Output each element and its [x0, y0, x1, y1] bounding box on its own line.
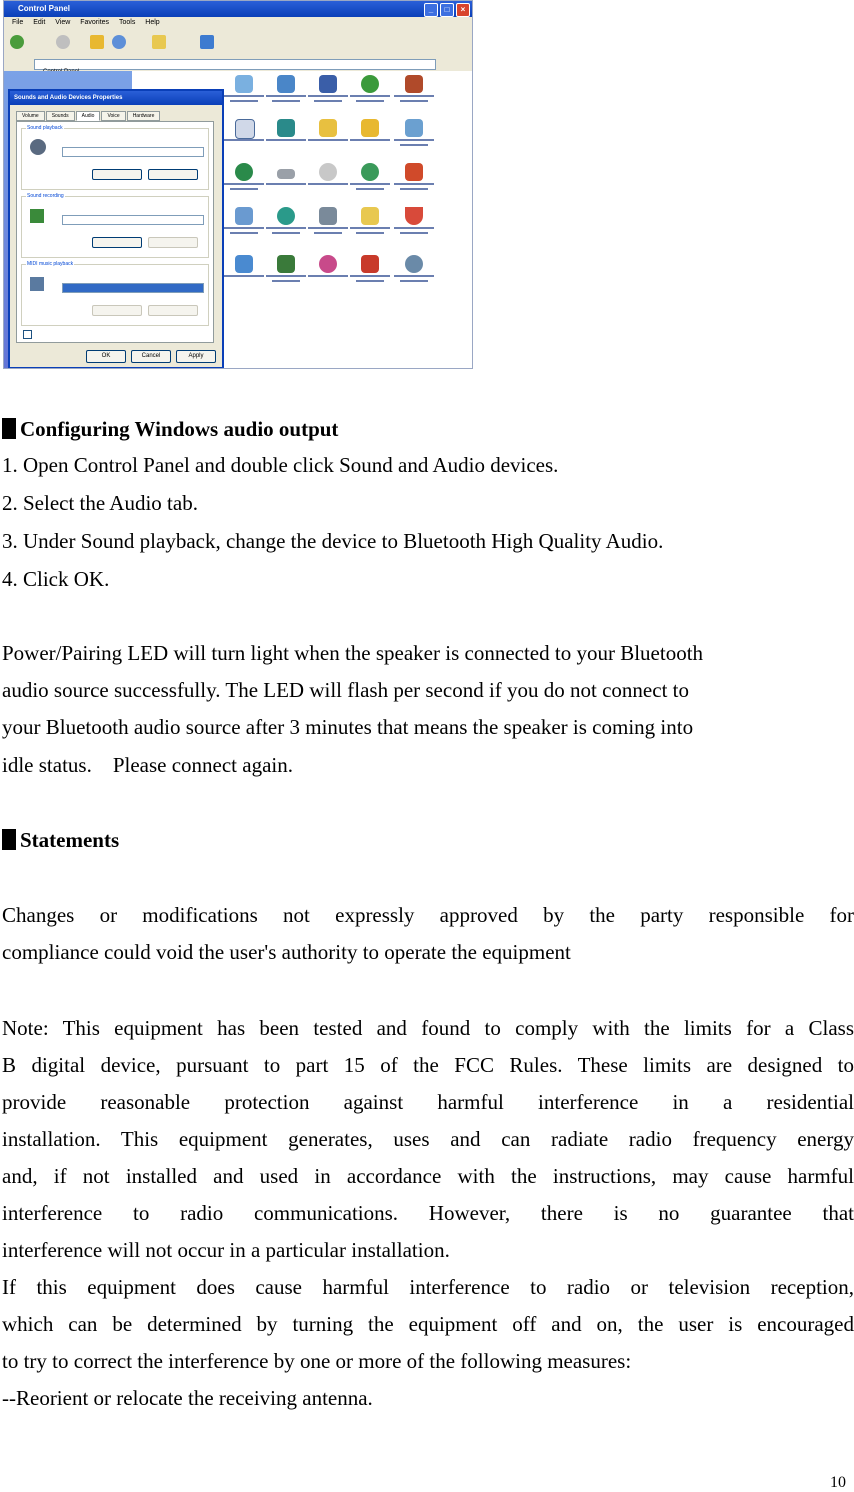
- control-panel-screenshot: [3, 0, 473, 369]
- midi-about-button: [148, 305, 198, 316]
- sounds-audio-dialog: [8, 89, 224, 369]
- midi-playback-label: MIDI music playback: [27, 261, 74, 267]
- control-panel-title: Control Panel: [18, 4, 71, 13]
- game-controllers-icon: [394, 119, 434, 159]
- note-line: interference to radio communications. However, there is no guarantee that: [2, 1201, 854, 1225]
- heading-text: Configuring Windows audio output: [20, 417, 339, 441]
- note-line: --Reorient or relocate the receiving antenna.: [2, 1386, 373, 1410]
- speaker-icon: [30, 139, 46, 155]
- scanners-cameras-icon: [308, 207, 348, 247]
- step-2: 2. Select the Audio tab.: [2, 491, 198, 515]
- led-line-1: Power/Pairing LED will turn light when the speaker is connected to your Bluetooth: [2, 641, 704, 665]
- maximize-icon: □: [440, 3, 454, 17]
- add-hardware-icon: [224, 75, 264, 115]
- tab-audio: Audio: [76, 111, 101, 121]
- speech-icon: [224, 255, 264, 295]
- heading-text: Statements: [20, 828, 120, 852]
- menu-file: File: [12, 19, 24, 26]
- regional-options-icon: [266, 207, 306, 247]
- menu-edit: Edit: [33, 19, 46, 26]
- tab-sounds: Sounds: [46, 111, 75, 121]
- add-remove-programs-icon: [308, 75, 348, 115]
- taskbar-start-menu-icon: [266, 255, 306, 295]
- sounds-audio-devices-icon: [394, 255, 434, 295]
- address-bar: [4, 57, 472, 71]
- windows-firewall-icon: [350, 255, 390, 295]
- keyboard-icon: [266, 163, 306, 203]
- heading-bullet-icon: [2, 418, 16, 439]
- section-heading-statements: [2, 827, 119, 854]
- dialog-title: Sounds and Audio Devices Properties: [10, 91, 222, 105]
- fcc-note-paragraph: [2, 1010, 854, 1417]
- bde-admin-icon: [394, 75, 434, 115]
- tab-voice: Voice: [101, 111, 125, 121]
- note-line: provide reasonable protection against harmful interference in a residential: [2, 1090, 854, 1114]
- audio-tab-panel: [16, 121, 214, 343]
- led-line-4: idle status. Please connect again.: [2, 753, 293, 777]
- close-icon: ×: [456, 3, 470, 17]
- minimize-icon: _: [424, 3, 438, 17]
- menu-tools: Tools: [119, 19, 136, 26]
- address-field: [34, 59, 436, 70]
- folder-options-icon: [308, 119, 348, 159]
- note-line: If this equipment does cause harmful interference to radio or television reception,: [2, 1275, 854, 1299]
- security-center-icon: [394, 207, 434, 247]
- apply-button: Apply: [176, 350, 216, 363]
- midi-device-select: [62, 283, 204, 293]
- step-1: 1. Open Control Panel and double click Sound and Audio devices.: [2, 453, 559, 477]
- note-line: Note: This equipment has been tested and found to comply with the limits for a Class: [2, 1016, 854, 1040]
- section-heading-audio-output: [2, 416, 338, 443]
- page-number: 10: [830, 1474, 846, 1491]
- control-panel-menu-bar: [4, 17, 472, 29]
- menu-favorites: Favorites: [80, 19, 110, 26]
- microphone-icon: [30, 209, 44, 223]
- playback-device-select: [62, 147, 204, 157]
- playback-advanced-button: [148, 169, 198, 180]
- mouse-icon: [308, 163, 348, 203]
- admin-tools-icon: [266, 75, 306, 115]
- printers-icon: [224, 207, 264, 247]
- heading-bullet-icon: [2, 829, 16, 850]
- network-setup-wizard-icon: [394, 163, 434, 203]
- midi-icon: [30, 277, 44, 291]
- note-line: and, if not installed and used in accordance with the instructions, may cause harmful: [2, 1164, 854, 1188]
- back-icon: [10, 35, 24, 49]
- recording-volume-button: [92, 237, 142, 248]
- step-4: 4. Click OK.: [2, 567, 110, 591]
- sound-recording-group: [21, 193, 209, 258]
- midi-playback-group: [21, 261, 209, 326]
- cancel-button: Cancel: [131, 350, 171, 363]
- search-icon: [112, 35, 126, 49]
- playback-volume-button: [92, 169, 142, 180]
- control-panel-title-bar: [4, 1, 472, 17]
- scheduled-tasks-icon: [350, 207, 390, 247]
- dialog-button-row: [86, 350, 216, 363]
- led-line-2: audio source successfully. The LED will flash per second if you do not connect to: [2, 678, 689, 702]
- views-icon: [200, 35, 214, 49]
- menu-view: View: [55, 19, 71, 26]
- statement-paragraph: [2, 897, 854, 971]
- recording-device-select: [62, 215, 204, 225]
- step-3: 3. Under Sound playback, change the device to Bluetooth High Quality Audio.: [2, 529, 664, 553]
- display-icon: [266, 119, 306, 159]
- led-line-3: your Bluetooth audio source after 3 minutes that means the speaker is coming into: [2, 715, 694, 739]
- note-line: interference will not occur in a particular installation.: [2, 1238, 450, 1262]
- ok-button: OK: [86, 350, 126, 363]
- sound-playback-label: Sound playback: [27, 125, 63, 131]
- note-line: which can be determined by turning the equipment off and on, the user is encouraged: [2, 1312, 854, 1336]
- dialog-tabs: [16, 111, 160, 121]
- menu-help: Help: [145, 19, 160, 26]
- forward-icon: [56, 35, 70, 49]
- note-line: installation. This equipment generates, uses and can radiate radio frequency energy: [2, 1127, 854, 1151]
- folder-up-icon: [90, 35, 104, 49]
- midi-volume-button: [92, 305, 142, 316]
- sound-recording-label: Sound recording: [27, 193, 64, 199]
- user-accounts-icon: [308, 255, 348, 295]
- recording-advanced-button: [148, 237, 198, 248]
- fonts-icon: [350, 119, 390, 159]
- note-line: to try to correct the interference by one or more of the following measures:: [2, 1349, 632, 1373]
- statement-line: compliance could void the user's authority to operate the equipment: [2, 940, 571, 964]
- automatic-updates-icon: [350, 75, 390, 115]
- folders-icon: [152, 35, 166, 49]
- default-devices-checkbox: [23, 330, 32, 339]
- tab-volume: Volume: [16, 111, 45, 121]
- sound-playback-group: [21, 125, 209, 190]
- statement-line: Changes or modifications not expressly approved by the party responsible for: [2, 903, 854, 927]
- tab-hardware: Hardware: [127, 111, 161, 121]
- date-time-icon: [224, 119, 264, 159]
- internet-options-icon: [224, 163, 264, 203]
- note-line: B digital device, pursuant to part 15 of the FCC Rules. These limits are designed to: [2, 1053, 854, 1077]
- control-panel-toolbar: [4, 29, 472, 58]
- network-connections-icon: [350, 163, 390, 203]
